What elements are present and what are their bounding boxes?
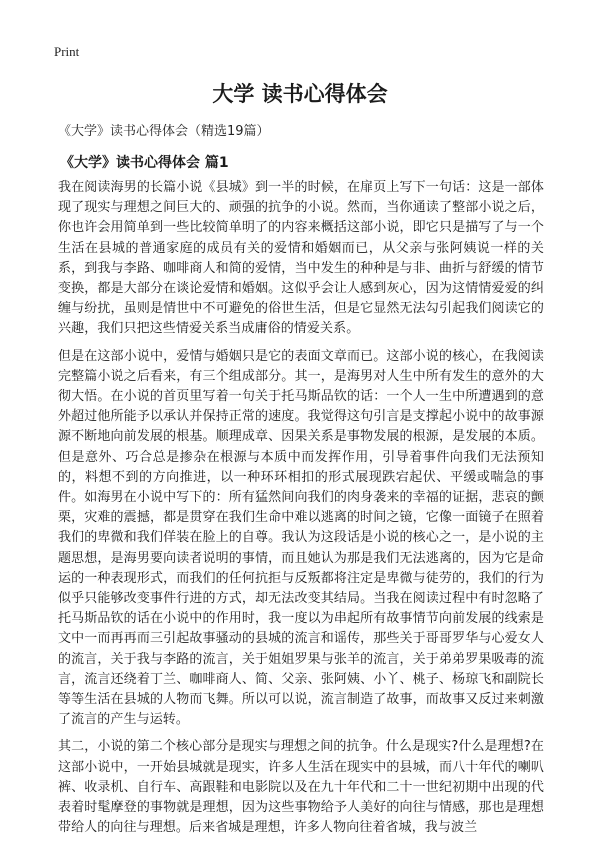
body-paragraph-1: 我在阅读海男的长篇小说《县城》到一半的时候，在扉页上写下一句话：这是一部体现了现实与理想之间巨大的、顽强的抗争的小说。然而，当你通读了整部小说之后，你也许会用简单到一些比较简单明了的内容来概括这部小说，即它只是描写了与一个生活在县城的普通家庭的成员有关的爱情和婚姻而已，从父亲与张阿姨说一样的关系，到我与李路、咖啡商人和简的爱情，当中发生的种种是与非、曲折与舒缓的情节变换，都是大部分在谈论爱情和婚姻。这似乎会让人感到灰心，因为这情情爱爱的纠缠与纷扰，虽则是情世中不可避免的俗世生活，但是它显然无法勾引起我们阅读它的兴趣，我们只把这些情爱关系当成庸俗的情爱关系。 [58,180,544,337]
print-link[interactable]: Print [54,44,80,59]
article-body [58,178,544,846]
section-heading: 《大学》读书心得体会 篇1 [60,155,229,171]
body-paragraph-3: 其二，小说的第二个核心部分是现实与理想之间的抗争。什么是现实?什么是理想?在这部小说中，一开始县城就是现实，许多人生活在现实中的县城，而八十年代的喇叭裤、收录机、自行车、高跟鞋和电影院以及在九十年代和二十一世纪初期中出现的代表着时髦摩登的事物就是理想，因为这些事物给予人美好的向往与情感，那也是理想带给人的向往与理想。后来省城是理想，许多人物向往着省城，我与波兰 [58,739,544,836]
body-paragraph-2: 但是在这部小说中，爱情与婚姻只是它的表面文章而已。这部小说的核心，在我阅读完整篇小说之后看来，有三个组成部分。其一，是海男对人生中所有发生的意外的大彻大悟。在小说的首页里写着一句关于托马斯品钦的话：一个人一生中所遭遇到的意外超过他所能予以承认并保持正常的速度。我觉得这句引言是支撑起小说中的故事源源不断地向前发展的根基。顺理成章、因果关系是事物发展的根源，是发展的本质。但是意外、巧合总是掺杂在根源与本质中而发挥作用，引导着事件向我们无法预知的，料想不到的方向推进，以一种环环相扣的形式展现跌宕起伏、平缓或喘急的事件。如海男在小说中写下的：所有猛然间向我们的肉身袭来的幸福的证据，悲哀的颤栗，灾难的震撼，都是贯穿在我们生命中难以逃离的时间之镜，它像一面镜子在照着我们的卑微和我们佯装在脸上的自尊。我认为这段话是小说的核心之一，是小说的主题思想，是海男要向读者说明的事情，而且她认为那是我们无法逃离的，因为它是命运的一种表现形式，而我们的任何抗拒与反叛都将注定是卑微与徒劳的，我们的行为似乎只能够改变事件行进的方式，却无法改变其结局。当我在阅读过程中有时忽略了托马斯品钦的话在小说中的作用时，我一度以为串起所有故事情节向前发展的线索是文中一而再再而三引起故事骚动的县城的流言和谣传，那些关于哥哥罗华与心爱女人的流言，关于我与李路的流言，关于姐姐罗果与张羊的流言，关于弟弟罗果吸毒的流言，流言还绕着丁兰、咖啡商人、简、父亲、张阿姨、小丫、桃子、杨琼飞和副院长等等生活在县城的人物而飞舞。所以可以说，流言制造了故事，而故事又反过来刺激了流言的产生与运转。 [58,348,544,728]
page-title: 大学 读书心得体会 [212,82,388,106]
document-subtitle: 《大学》读书心得体会（精选19篇） [58,124,270,139]
